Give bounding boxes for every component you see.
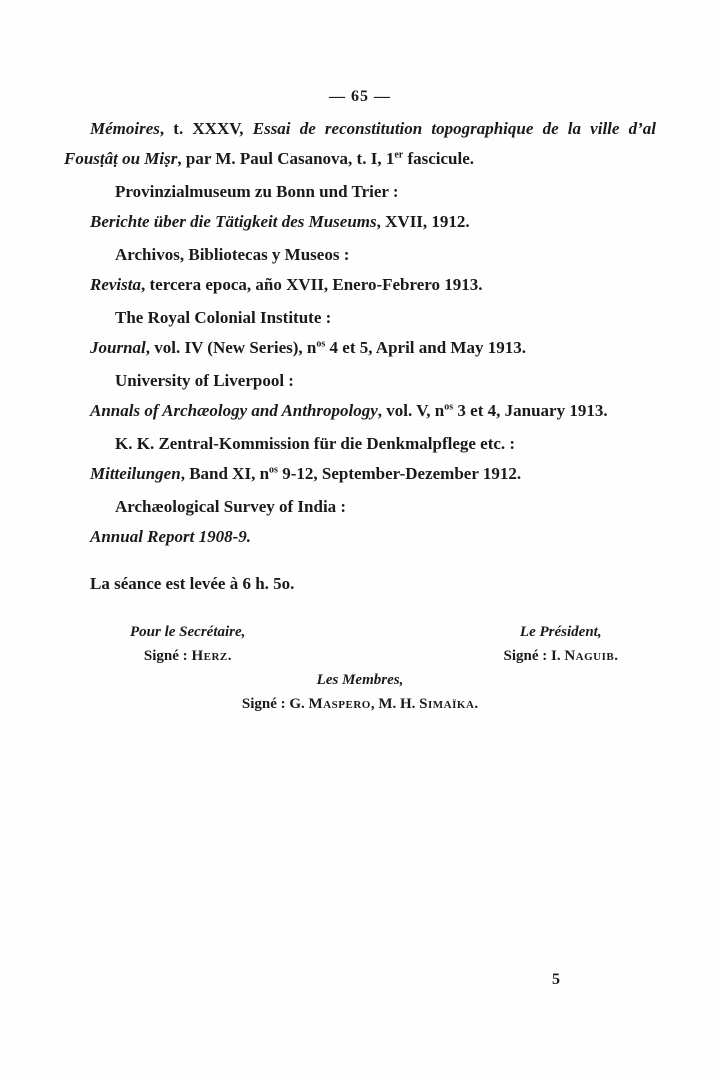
journal-details: , vol. V, n [377,401,445,420]
journal-title: Journal [90,338,146,357]
journal-reference [90,270,656,300]
page-number-footer: 5 [552,971,560,988]
signer-name: Simaïka [419,696,475,712]
institution-heading: University of Liverpool : [115,371,294,390]
signer-name: Herz [191,648,228,664]
signature-suffix: . [227,648,232,664]
bibliography-entry [64,303,656,363]
bibliography-paragraph [64,114,656,174]
journal-details: 4 et 5, April and May 1913. [325,338,526,357]
signature-role: Les Membres, [316,672,404,688]
institution-heading: Provinzialmuseum zu Bonn und Trier : [115,182,399,201]
journal-title: Annual Report 1908-9. [90,527,252,546]
signature-suffix: . [614,648,618,664]
signature-name [130,644,245,668]
journal-title: Revista [90,275,141,294]
bibliography-entry [64,429,656,489]
numero-superscript: os [269,464,278,476]
journal-reference [90,396,656,426]
signature-suffix: . [474,696,479,712]
secretary-signature [130,620,245,668]
president-signature [504,620,619,668]
journal-reference [90,522,656,552]
journal-title: Berichte über die Tätigkeit des Museums [90,212,377,231]
journal-details: , tercera epoca, año XVII, Enero-Febrero 1913. [141,275,483,294]
signature-name [64,692,656,716]
signature-prefix: Signé : G. [241,696,309,712]
signature-role: Pour le Secrétaire, [130,624,246,640]
signature-row [64,620,656,668]
journal-details: 9-12, September-Dezember 1912. [277,464,522,483]
institution-heading: The Royal Colonial Institute : [115,308,332,327]
signature-role: Le Président, [519,624,602,640]
signer-name: Naguib [564,648,615,664]
bibliography-entry [64,240,656,300]
signature-name [504,644,619,668]
signature-prefix: Signé : [143,648,192,664]
work-end: fascicule. [403,149,475,168]
numero-superscript: os [444,401,454,413]
institution-heading: Archæological Survey of India : [115,497,347,516]
journal-reference [90,459,656,489]
journal-reference [90,207,656,237]
bibliography-entry [64,366,656,426]
closing-statement: La séance est levée à 6 h. 5o. [90,574,295,593]
numero-superscript: os [316,338,326,350]
journal-details: , Band XI, n [180,464,270,483]
ordinal-superscript: er [394,149,404,161]
signature-mid: , M. H. [370,696,420,712]
work-subtitle: Essai de reconstitution topographique de la ville d’al Fousṭâṭ ou Miṣr [64,119,656,168]
journal-title: Annals of Archæology and Anthropology [90,401,378,420]
members-signature [64,668,656,716]
work-details: , t. XXXV, [159,119,253,138]
journal-details: , XVII, 1912. [376,212,470,231]
institution-heading: Archivos, Bibliotecas y Museos : [115,245,350,264]
work-title: Mémoires [90,119,160,138]
page-number-header: — 65 — [329,88,391,105]
signer-name: Maspero [308,696,371,712]
journal-details: , vol. IV (New Series), n [145,338,317,357]
work-author: , par M. Paul Casanova, t. I, 1 [177,149,395,168]
institution-heading: K. K. Zentral-Kommission für die Denkmalpflege etc. : [115,434,516,453]
journal-details: 3 et 4, January 1913. [453,401,608,420]
journal-reference [90,333,656,363]
bibliography-entry [64,177,656,237]
journal-title: Mitteilungen [90,464,181,483]
signature-prefix: Signé : I. [503,648,565,664]
bibliography-entry [64,492,656,552]
